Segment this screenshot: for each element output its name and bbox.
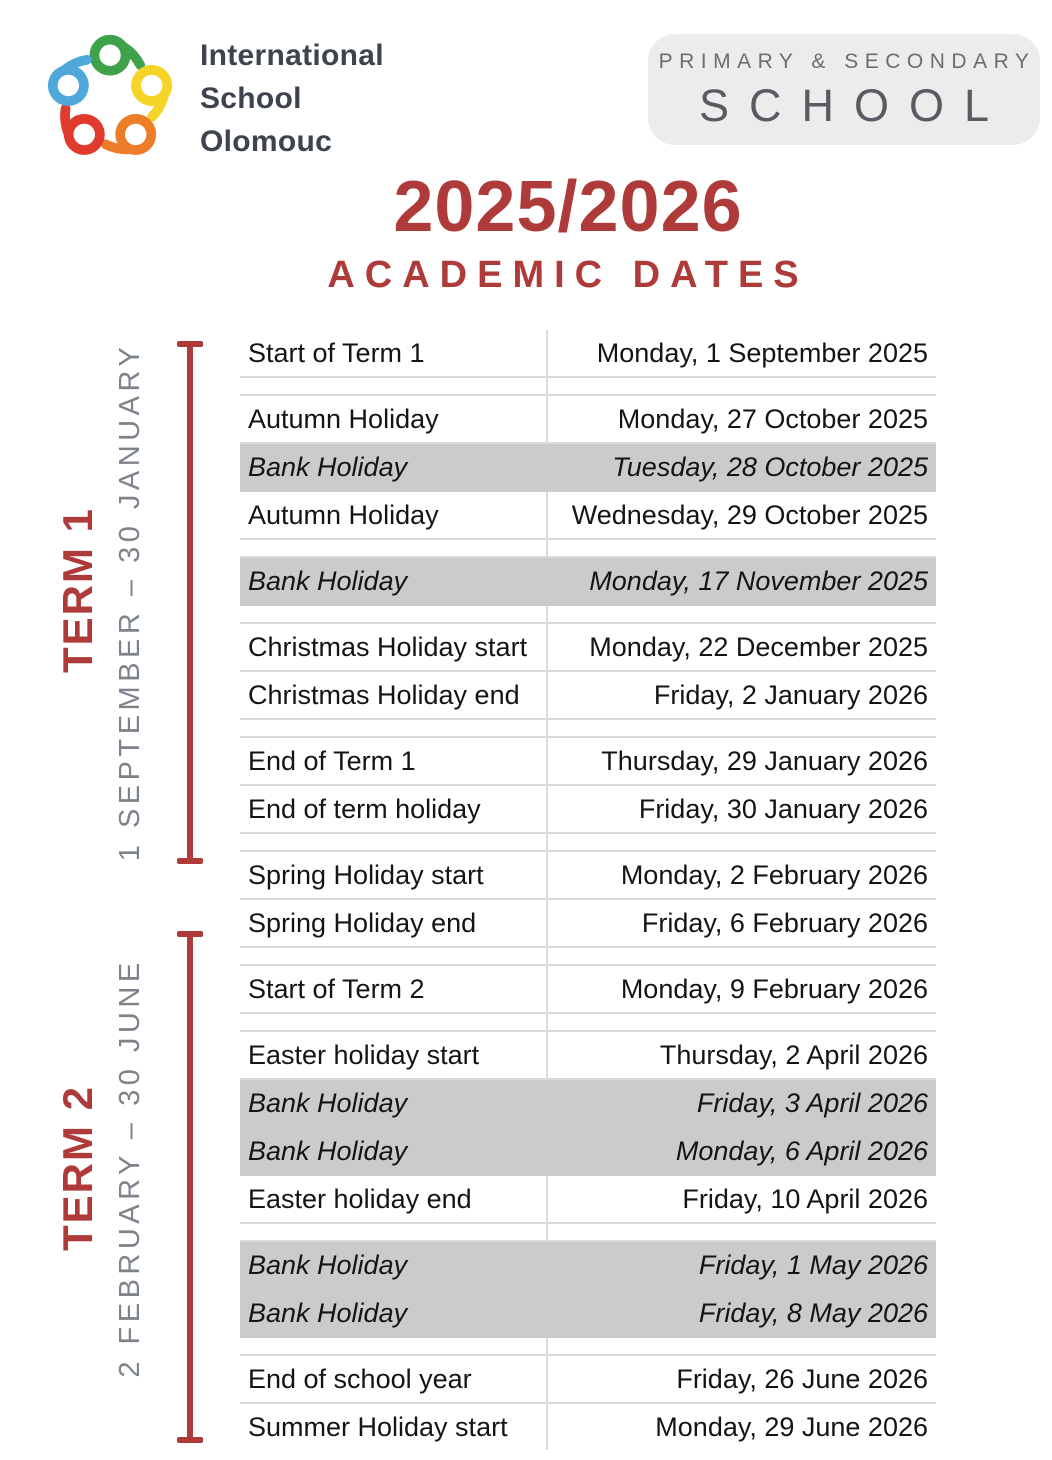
date-cell: Friday, 1 May 2026 <box>698 1249 928 1280</box>
event-cell: Bank Holiday <box>248 1297 408 1328</box>
date-cell: Friday, 2 January 2026 <box>546 672 936 718</box>
event-cell: Bank Holiday <box>248 565 408 596</box>
table-row-bank-holiday <box>240 444 936 492</box>
date-cell: Monday, 17 November 2025 <box>589 565 928 596</box>
date-cell: Friday, 26 June 2026 <box>546 1356 936 1402</box>
spacer-cell <box>546 834 936 850</box>
spacer-cell <box>240 948 546 964</box>
spacer-cell <box>240 1338 546 1354</box>
event-cell: End of Term 1 <box>248 745 416 776</box>
badge-primary-secondary-label: PRIMARY & SECONDARY <box>658 49 1036 73</box>
table-spacer-row <box>240 1338 936 1356</box>
event-cell: Bank Holiday <box>248 1135 408 1166</box>
event-cell: Easter holiday end <box>248 1183 472 1214</box>
table-spacer-row <box>240 1224 936 1242</box>
table-spacer-row <box>240 948 936 966</box>
logo-wordmark-line2: School <box>200 82 302 115</box>
date-cell: Thursday, 29 January 2026 <box>546 738 936 784</box>
calendar-table <box>240 330 936 1452</box>
table-row <box>240 1356 936 1404</box>
spacer-cell <box>546 720 936 736</box>
table-row <box>240 1404 936 1452</box>
event-cell: Autumn Holiday <box>248 499 439 530</box>
table-row-bank-holiday <box>240 1242 936 1290</box>
table-row <box>240 1032 936 1080</box>
badge-school-label: SCHOOL <box>698 79 1010 131</box>
date-cell: Friday, 8 May 2026 <box>698 1297 928 1328</box>
table-row-bank-holiday <box>240 1290 936 1338</box>
event-cell: Bank Holiday <box>248 1087 408 1118</box>
event-cell: Start of Term 2 <box>248 973 425 1004</box>
date-cell: Monday, 1 September 2025 <box>546 330 936 376</box>
event-cell: Autumn Holiday <box>248 403 439 434</box>
table-spacer-row <box>240 720 936 738</box>
term-2-bracket <box>187 931 193 1443</box>
date-cell: Monday, 29 June 2026 <box>546 1404 936 1450</box>
date-cell: Monday, 27 October 2025 <box>546 396 936 442</box>
table-row <box>240 330 936 378</box>
logo-wordmark-line1: International <box>200 39 384 72</box>
date-cell: Monday, 22 December 2025 <box>546 624 936 670</box>
date-cell: Friday, 6 February 2026 <box>546 900 936 946</box>
table-spacer-row <box>240 1014 936 1032</box>
table-row <box>240 396 936 444</box>
event-cell: Bank Holiday <box>248 451 408 482</box>
table-spacer-row <box>240 540 936 558</box>
table-spacer-row <box>240 834 936 852</box>
table-spacer-row <box>240 606 936 624</box>
table-row-bank-holiday <box>240 1128 936 1176</box>
table-row <box>240 966 936 1014</box>
table-row <box>240 624 936 672</box>
term-2-date-range: 2 FEBRUARY – 30 JUNE <box>113 958 146 1378</box>
date-cell: Friday, 30 January 2026 <box>546 786 936 832</box>
event-cell: Bank Holiday <box>248 1249 408 1280</box>
page-title-year: 2025/2026 <box>393 167 743 247</box>
table-row <box>240 852 936 900</box>
term-1-label: TERM 1 <box>54 507 101 674</box>
spacer-cell <box>546 1224 936 1240</box>
table-row-bank-holiday <box>240 558 936 606</box>
event-cell: Spring Holiday end <box>248 907 477 938</box>
table-row <box>240 900 936 948</box>
logo-wordmark-line3: Olomouc <box>200 125 333 158</box>
date-cell: Friday, 10 April 2026 <box>546 1176 936 1222</box>
table-row <box>240 1176 936 1224</box>
table-row <box>240 492 936 540</box>
logo-wordmark <box>200 34 384 163</box>
spacer-cell <box>240 1224 546 1240</box>
table-row <box>240 672 936 720</box>
spacer-cell <box>546 606 936 622</box>
spacer-cell <box>546 378 936 394</box>
spacer-cell <box>240 540 546 556</box>
event-cell: Christmas Holiday end <box>248 679 520 710</box>
school-type-badge <box>648 34 1040 145</box>
event-cell: Start of Term 1 <box>248 337 425 368</box>
spacer-cell <box>546 1338 936 1354</box>
date-cell: Tuesday, 28 October 2025 <box>612 451 928 482</box>
school-logo-icon <box>36 26 184 172</box>
term-2-label: TERM 2 <box>54 1085 101 1252</box>
spacer-cell <box>240 834 546 850</box>
spacer-cell <box>546 1014 936 1030</box>
table-spacer-row <box>240 378 936 396</box>
spacer-cell <box>240 606 546 622</box>
spacer-cell <box>546 948 936 964</box>
table-row-bank-holiday <box>240 1080 936 1128</box>
date-cell: Friday, 3 April 2026 <box>696 1087 928 1118</box>
event-cell: Easter holiday start <box>248 1039 480 1070</box>
event-cell: Christmas Holiday start <box>248 631 528 662</box>
spacer-cell <box>240 378 546 394</box>
term-1-date-range: 1 SEPTEMBER – 30 JANUARY <box>113 342 146 862</box>
table-row <box>240 738 936 786</box>
date-cell: Monday, 6 April 2026 <box>675 1135 928 1166</box>
spacer-cell <box>546 540 936 556</box>
event-cell: End of school year <box>248 1363 472 1394</box>
event-cell: Spring Holiday start <box>248 859 484 890</box>
spacer-cell <box>240 720 546 736</box>
date-cell: Thursday, 2 April 2026 <box>546 1032 936 1078</box>
spacer-cell <box>240 1014 546 1030</box>
term-1-bracket <box>187 341 193 864</box>
date-cell: Monday, 9 February 2026 <box>546 966 936 1012</box>
date-cell: Wednesday, 29 October 2025 <box>546 492 936 538</box>
date-cell: Monday, 2 February 2026 <box>546 852 936 898</box>
table-row <box>240 786 936 834</box>
event-cell: Summer Holiday start <box>248 1411 508 1442</box>
page-subtitle: ACADEMIC DATES <box>327 254 809 296</box>
event-cell: End of term holiday <box>248 793 481 824</box>
